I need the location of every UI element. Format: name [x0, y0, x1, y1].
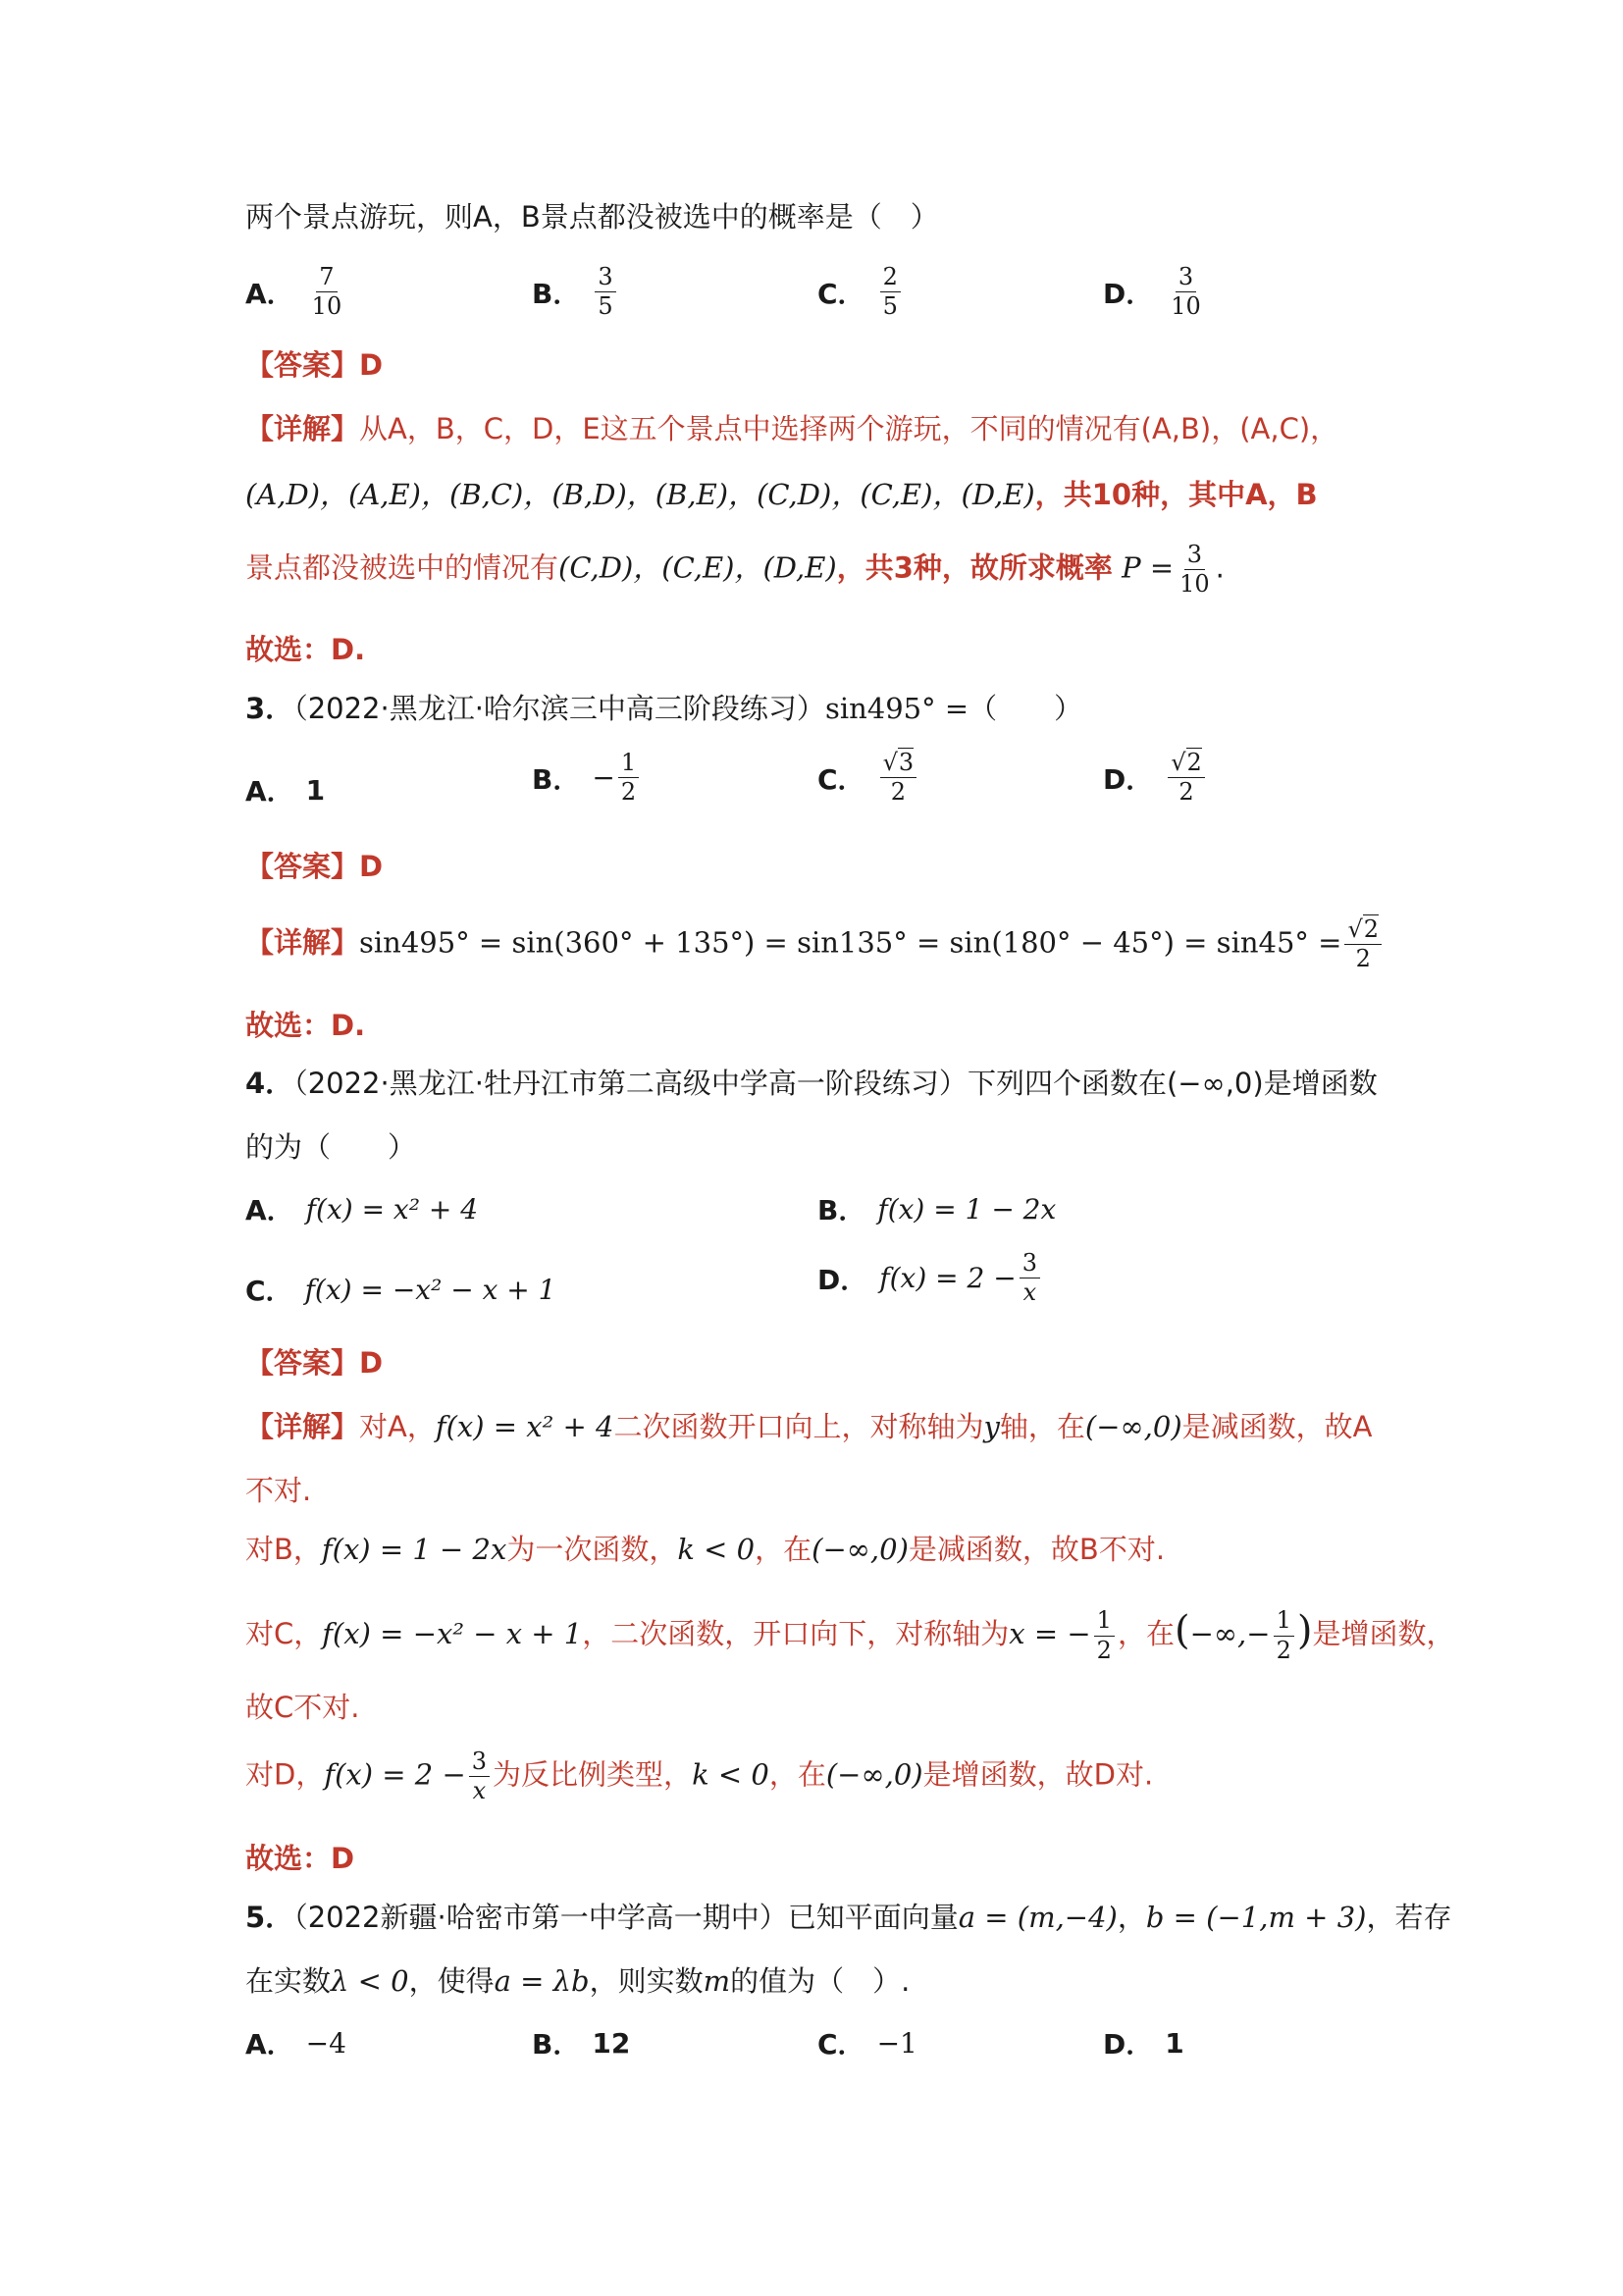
option-label: D． — [1103, 2028, 1154, 2061]
q4-option-b[interactable]: B． f(x) = 1 − 2x — [817, 1189, 1056, 1228]
q4-stem-line-2: 的为（ ） — [245, 1130, 417, 1164]
q4-option-c[interactable]: C． f(x) = −x² − x + 1 — [245, 1270, 555, 1309]
q3-option-c[interactable] — [817, 751, 919, 805]
q5-option-c[interactable]: C． −1 — [817, 2023, 917, 2062]
option-label: A． — [245, 1194, 294, 1226]
q4-detail-line-3-cont: 故C不对. — [245, 1691, 360, 1724]
q2-option-a[interactable] — [245, 265, 347, 319]
q4-option-d[interactable]: D． f(x) = 2 − $\frac{3}{x}$ — [817, 1251, 1043, 1305]
option-fraction: $\frac{3}{x}$ — [1020, 1251, 1040, 1305]
q4-detail-line-1: 【详解】对A，f(x) = x² + 4二次函数开口向上，对称轴为y轴，在(−∞,0)是减函数，故A — [245, 1410, 1373, 1443]
q2-conclusion: 故选：D. — [245, 633, 366, 666]
q5-option-b[interactable]: B． 12 — [532, 2023, 630, 2062]
q5-option-a[interactable]: A． −4 — [245, 2023, 346, 2062]
q2-answer: 【答案】D — [245, 348, 384, 382]
probability-fraction: $\frac{3}{10}$ — [1179, 541, 1210, 599]
q3-answer: 【答案】D — [245, 850, 384, 883]
option-label: A． — [245, 277, 294, 310]
d-fraction: $\frac{3}{x}$ — [469, 1749, 490, 1803]
result-fraction: √ $\frac{2}{2}$ — [1344, 917, 1382, 971]
q4-option-a[interactable]: A． f(x) = x² + 4 — [245, 1189, 478, 1228]
q5-stem-line-1: 5．（2022新疆·哈密市第一中学高一期中）已知平面向量a = (m,−4)，b = (−1,m + 3)，若存 — [245, 1901, 1452, 1934]
option-label: A． — [245, 2028, 294, 2061]
option-label: B． — [532, 2028, 581, 2061]
q4-answer: 【答案】D — [245, 1346, 384, 1380]
q3-stem: 3．（2022·黑龙江·哈尔滨三中高三阶段练习）sin495° =（ ） — [245, 692, 1083, 725]
option-label: A． — [245, 775, 294, 808]
option-label: D． — [817, 1263, 868, 1296]
q4-detail-line-3: 对C，f(x) = −x² − x + 1，二次函数，开口向下，对称轴为x = − $\frac{1}{2}$ ，在(−∞,− $\frac{1}{2}$ )是增函数， — [245, 1606, 1455, 1664]
q3-option-d[interactable] — [1103, 751, 1208, 805]
option-label: C． — [817, 762, 865, 796]
option-fraction: $\frac{1}{2}$ — [618, 751, 639, 805]
option-label: D． — [1103, 762, 1154, 796]
q2-option-c[interactable] — [817, 265, 904, 319]
q4-detail-line-2: 对B，f(x) = 1 − 2x为一次函数，k < 0，在(−∞,0)是减函数，故B不对. — [245, 1533, 1166, 1566]
q2-option-b[interactable] — [532, 265, 619, 319]
q4-stem-line-1: 4．（2022·黑龙江·牡丹江市第二高级中学高一阶段练习）下列四个函数在(−∞,0)是增函数 — [245, 1067, 1378, 1100]
q2-detail-line-1: 【详解】从A，B，C，D，E这五个景点中选择两个游玩，不同的情况有(A,B)，(A,C)， — [245, 412, 1339, 445]
q4-detail-line-4: 对D，f(x) = 2 − $\frac{3}{x}$ 为反比例类型，k < 0，在(−∞,0)是增函数，故D对. — [245, 1748, 1154, 1805]
q3-option-b[interactable]: B． − $\frac{1}{2}$ — [532, 751, 642, 805]
option-label: C． — [817, 2028, 865, 2061]
option-fraction: √ $\frac{2}{2}$ — [1168, 751, 1205, 805]
option-label: B． — [817, 1194, 866, 1226]
option-label: C． — [245, 1275, 293, 1307]
option-fraction: $\frac{3}{10}$ — [1171, 263, 1201, 321]
option-label: B． — [532, 277, 581, 310]
q2-stem-tail: 两个景点游玩，则A，B景点都没被选中的概率是（ ） — [245, 200, 939, 234]
q2-detail-line-3: 景点都没被选中的情况有(C,D)，(C,E)，(D,E)，共3种，故所求概率 P = $\frac{3}{10}$ . — [245, 541, 1225, 599]
option-fraction: √ $\frac{3}{2}$ — [880, 751, 917, 805]
option-label: B． — [532, 762, 581, 796]
q3-conclusion: 故选：D. — [245, 1009, 366, 1042]
option-fraction: $\frac{7}{10}$ — [311, 263, 342, 321]
q5-stem-line-2: 在实数λ < 0，使得a = λb，则实数m的值为（ ）. — [245, 1964, 911, 1998]
q2-detail-line-2: (A,D)，(A,E)，(B,C)，(B,D)，(B,E)，(C,D)，(C,E)，(D,E)，共10种，其中A，B — [245, 478, 1318, 511]
q5-option-d[interactable]: D． 1 — [1103, 2023, 1184, 2062]
q2-option-d[interactable] — [1103, 265, 1207, 319]
option-fraction: $\frac{3}{5}$ — [595, 265, 615, 319]
q3-option-a[interactable]: A． 1 — [245, 770, 325, 809]
option-label: C． — [817, 277, 865, 310]
q4-conclusion: 故选：D — [245, 1842, 355, 1875]
option-fraction: $\frac{2}{5}$ — [880, 265, 901, 319]
interval-fraction: $\frac{1}{2}$ — [1274, 1608, 1294, 1662]
option-label: D． — [1103, 277, 1154, 310]
q3-detail: 【详解】sin495° = sin(360° + 135°) = sin135° = sin(180° − 45°) = sin45° = √ $\frac{2}{2}$ — [245, 917, 1403, 971]
axis-fraction: $\frac{1}{2}$ — [1094, 1608, 1115, 1662]
q4-detail-line-1-cont: 不对. — [245, 1474, 312, 1507]
